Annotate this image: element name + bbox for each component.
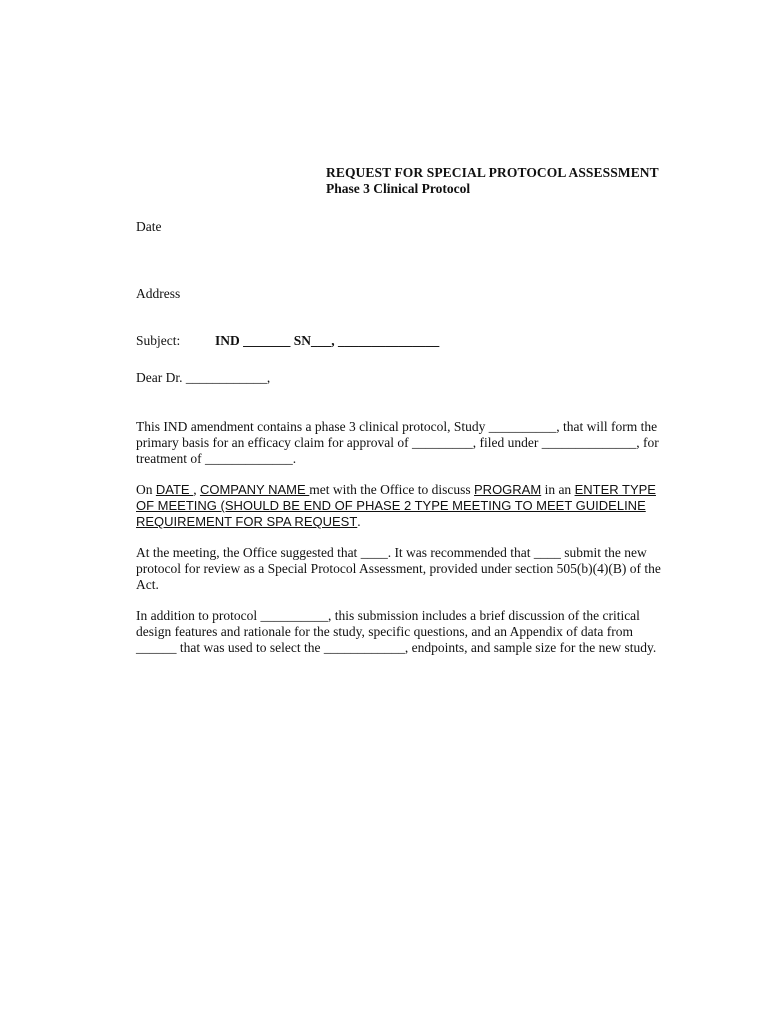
- subject-line: [136, 333, 439, 349]
- salutation: Dear Dr. ____________,: [136, 370, 271, 385]
- p2-comma: ,: [193, 482, 200, 497]
- paragraph-office-suggestion: At the meeting, the Office suggested that ____. It was recommended that ____ submit the new protocol for review as a Special Protocol Assessment, provided under section 505(b)(4)(B) of the Act.: [136, 545, 661, 592]
- p2-end: .: [357, 514, 361, 529]
- header: [326, 165, 659, 197]
- paragraph-ind-amendment: This IND amendment contains a phase 3 clinical protocol, Study __________, that will form the primary basis for an efficacy claim for approval of _________, filed under ______________, for treatment of _____________.: [136, 419, 659, 466]
- subject-value: IND _______ SN___, _______________: [215, 333, 440, 348]
- company-name-field: COMPANY NAME: [199, 482, 310, 497]
- p2-mid: met with the Office to discuss: [309, 482, 475, 497]
- subject-label: Subject:: [136, 333, 181, 348]
- meeting-type-field: ENTER TYPE OF MEETING (SHOULD BE END OF PHASE 2 TYPE MEETING TO MEET GUIDELINE REQUIREMENT FOR SPA REQUEST: [136, 482, 656, 529]
- date-label: Date: [136, 219, 162, 234]
- p2-in-an: in an: [541, 482, 575, 497]
- date-field: DATE: [155, 482, 194, 497]
- address-label: Address: [136, 286, 181, 301]
- paragraph-meeting-info: [136, 482, 676, 530]
- document-title: REQUEST FOR SPECIAL PROTOCOL ASSESSMENT: [326, 165, 659, 180]
- p2-on: On: [136, 482, 156, 497]
- document-subtitle: Phase 3 Clinical Protocol: [326, 181, 471, 196]
- paragraph-submission-contents: In addition to protocol __________, this submission includes a brief discussion of the critical design features and rationale for the study, specific questions, and an Appendix of data from ______ that was used to select the ____________, endpoints, and sample size for the new study.: [136, 608, 657, 655]
- program-field: PROGRAM: [474, 482, 542, 497]
